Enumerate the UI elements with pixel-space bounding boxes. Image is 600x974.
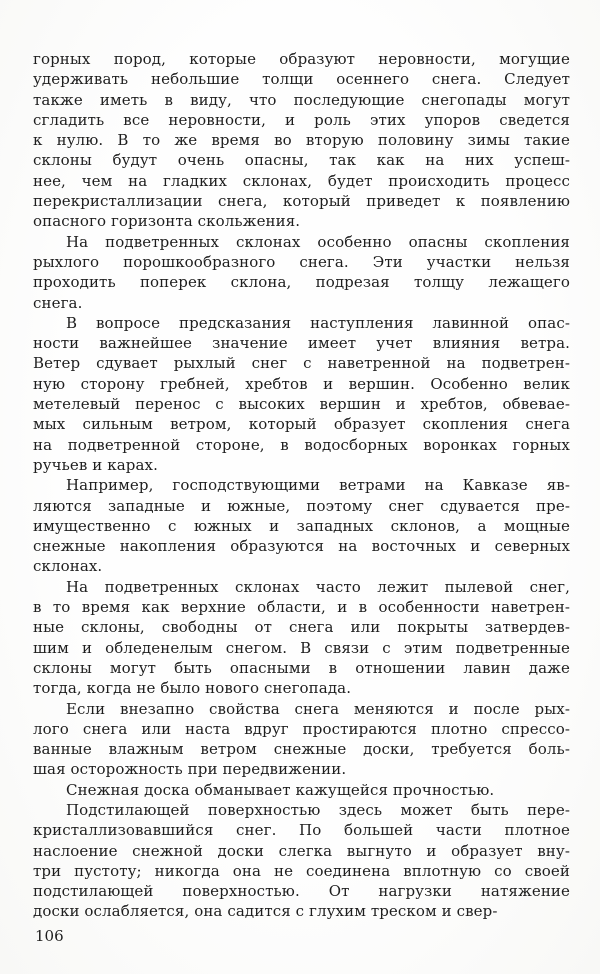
text-line: На подветренных склонах особенно опасны скопления: [66, 232, 570, 251]
text-line: ные склоны, свободны от снега или покрыты затвердев-: [33, 618, 570, 637]
text-line: рыхлого порошкообразного снега. Эти участки нельзя: [33, 252, 570, 271]
text-line: шим и обледенелым снегом. В связи с этим подветренные: [33, 638, 570, 657]
text-line: на подветренной стороне, в водосборных воронках горных: [33, 435, 570, 454]
text-line: сгладить все неровности, и роль этих упоров сведется: [33, 110, 570, 129]
text-line: опасного горизонта скольжения.: [33, 212, 301, 231]
text-line: мых сильным ветром, который образует скопления снега: [33, 415, 570, 434]
text-line: удерживать небольшие толщи осеннего снега. Следует: [33, 70, 570, 89]
text-line: Например, господствующими ветрами на Кавказе яв-: [66, 476, 570, 495]
text-line: ручьев и карах.: [33, 455, 158, 474]
paragraph: [33, 475, 570, 576]
text-line: Снежная доска обманывает кажущейся прочностью.: [66, 780, 495, 799]
text-line: горных пород, которые образуют неровности, могущие: [33, 50, 570, 68]
text-line: снежные накопления образуются на восточных и северных: [33, 537, 570, 556]
text-line: метелевый перенос с высоких вершин и хребтов, обвевае-: [33, 395, 570, 414]
text-line: нее, чем на гладких склонах, будет происходить процесс: [33, 171, 570, 190]
text-line: снега.: [33, 293, 83, 312]
paragraph: [33, 49, 570, 232]
paragraph: [33, 577, 570, 699]
text-line: имущественно с южных и западных склонов, а мощные: [33, 516, 570, 535]
text-line: Ветер сдувает рыхлый снег с наветренной на подветрен-: [33, 354, 570, 373]
text-line: На подветренных склонах часто лежит пылевой снег,: [66, 577, 570, 596]
text-line: в то время как верхние области, и в особенности наветрен-: [33, 598, 570, 617]
text-line: доски ослабляется, она садится с глухим треском и свер-: [33, 902, 498, 921]
text-line: тогда, когда не было нового снегопада.: [33, 679, 352, 698]
text-line: проходить поперек склона, подрезая толщу лежащего: [33, 273, 570, 292]
text-line: ляются западные и южные, поэтому снег сдувается пре-: [33, 496, 570, 515]
text-line: шая осторожность при передвижении.: [33, 760, 347, 779]
page-number: 106: [35, 927, 64, 945]
text-line: перекристаллизации снега, который приведет к появлению: [33, 192, 570, 211]
paragraph: [33, 780, 570, 800]
body-text: [33, 49, 570, 922]
text-line: три пустоту; никогда она не соединена вплотную со своей: [33, 861, 570, 880]
text-line: лого снега или наста вдруг простираются плотно спрессо-: [33, 719, 570, 738]
text-line: ванные влажным ветром снежные доски, требуется боль-: [33, 740, 570, 759]
text-line: подстилающей поверхностью. От нагрузки натяжение: [33, 882, 570, 901]
text-line: ную сторону гребней, хребтов и вершин. Особенно велик: [33, 374, 570, 393]
paragraph: [33, 313, 570, 475]
text-line: В вопросе предсказания наступления лавинной опас-: [66, 313, 570, 332]
text-line: наслоение снежной доски слегка выгнуто и образует вну-: [33, 841, 570, 860]
text-line: склоны могут быть опасными в отношении лавин даже: [33, 658, 570, 677]
text-line: также иметь в виду, что последующие снегопады могут: [33, 90, 570, 109]
paragraph: [33, 699, 570, 780]
paragraph: [33, 800, 570, 922]
text-line: склонах.: [33, 557, 103, 576]
text-line: Подстилающей поверхностью здесь может быть пере-: [66, 800, 570, 819]
text-line: ности важнейшее значение имеет учет влияния ветра.: [33, 334, 570, 353]
text-line: склоны будут очень опасны, так как на них успеш-: [33, 151, 570, 170]
text-line: к нулю. В то же время во вторую половину зимы такие: [33, 131, 570, 150]
text-line: Если внезапно свойства снега меняются и после рых-: [66, 699, 570, 718]
text-line: кристаллизовавшийся снег. По большей части плотное: [33, 821, 570, 840]
paragraph: [33, 232, 570, 313]
